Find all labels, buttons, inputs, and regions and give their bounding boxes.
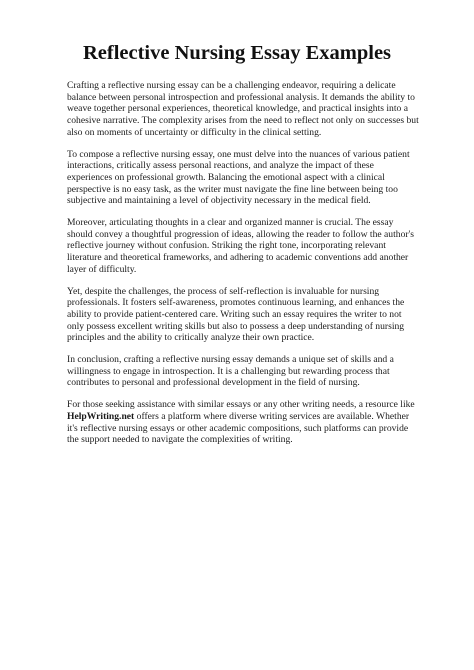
paragraph-3: Moreover, articulating thoughts in a clear and organized manner is crucial. The essay should convey a thoughtful progression of ideas, allowing the reader to follow the author's reflective journey without confusion. Striking the right tone, incorporating relevant literature and theoretical frameworks, and adhering to academic conventions add another layer of difficulty. [67, 217, 415, 275]
paragraph-6-text-before: For those seeking assistance with similar essays or any other writing needs, a resource like [67, 399, 415, 411]
paragraph-5: In conclusion, crafting a reflective nursing essay demands a unique set of skills and a willingness to engage in introspection. It is a challenging but rewarding process that contributes to personal and professional development in the field of nursing. [67, 354, 394, 389]
paragraph-1: Crafting a reflective nursing essay can be a challenging endeavor, requiring a delicate balance between personal introspection and professional analysis. It demands the ability to weave together personal experiences, theoretical knowledge, and practical insights into a cohesive narrative. The complexity arises from the need to reflect not only on successes but also on moments of uncertainty or difficulty in the clinical setting. [67, 80, 419, 138]
page-title: Reflective Nursing Essay Examples [82, 42, 392, 64]
essay-body [67, 80, 419, 456]
paragraph-6-text-after: offers a platform where diverse writing services are available. Whether it's reflective nursing essays or other academic compositions, such platforms can provide the support needed to navigate the complexities of writing. [67, 410, 410, 446]
helpwriting-link-text: HelpWriting.net [67, 410, 135, 422]
paragraph-2: To compose a reflective nursing essay, one must delve into the nuances of various patient interactions, critically assess personal reactions, and analyze the impact of these experiences on professional growth. Balancing the emotional aspect with a clinical perspective is no easy task, as the writer must navigate the fine line between being too subjective and maintaining a level of objectivity necessary in the medical field. [67, 148, 410, 207]
paragraph-6 [67, 399, 419, 446]
paragraph-4: Yet, despite the challenges, the process of self-reflection is invaluable for nursing professionals. It fosters self-awareness, promotes continuous learning, and enhances the ability to provide patient-centered care. Writing such an essay requires the writer to not only possess excellent writing skills but also to possess a deep understanding of nursing principles and the ability to critically analyze their own practice. [67, 285, 405, 344]
